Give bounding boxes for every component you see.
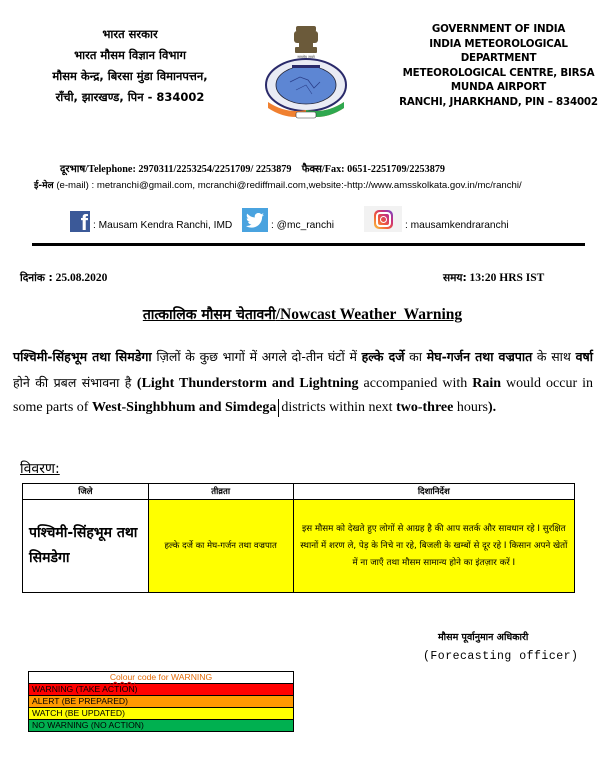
fax-number: 0651-2251709/2253879 (347, 164, 446, 175)
bulletin-text: ज़िलों के कुछ भागों में अगले दो-तीन घंटों में (151, 349, 362, 364)
header-hindi-line: मौसम केन्द्र, बिरसा मुंडा विमानपत्तन, (52, 69, 208, 83)
legend-item-warning: WARNING (TAKE ACTION) (29, 684, 293, 696)
bulletin-text-en: would occur in some parts of (13, 375, 593, 415)
email-website-text[interactable]: metranchi@gmail.com, mcranchi@rediffmail.com,website:-http://www.amsskolkata.gov.in/mc/ranchi/ (96, 180, 522, 191)
details-label: विवरण: (20, 461, 60, 477)
bulletin-paren: ( (136, 375, 142, 391)
bulletin-text-en: districts within next (281, 400, 397, 415)
legend-item-no-warning: NO WARNING (NO ACTION) (29, 720, 293, 731)
time-value: 13:20 HRS IST (469, 272, 545, 284)
bulletin-rain: वर्षा (575, 349, 593, 364)
cell-district: पश्चिमी-सिंहभूम तथा सिमडेगा (23, 500, 149, 593)
time-label: समय: (443, 272, 467, 284)
text-cursor (278, 399, 279, 417)
bulletin-district: पश्चिमी-सिंहभूम तथा सिमडेगा (13, 349, 152, 364)
header-hindi-line: राँची, झारखण्ड, पिन - 834002 (55, 90, 205, 104)
fax-label: फैक्स/Fax: (301, 164, 345, 175)
header-hindi-block (0, 24, 260, 108)
social-facebook[interactable] (70, 202, 232, 232)
contact-phone-fax (60, 161, 580, 175)
instagram-icon-box (364, 206, 402, 232)
header-hindi-line: भारत सरकार (102, 27, 158, 41)
legend-title-rest: code for WARNING (135, 672, 213, 682)
email-label-en: (e-mail) : (56, 180, 95, 191)
bulletin-text-en: hours (453, 400, 488, 415)
cell-intensity: हल्के दर्जे का मेघ-गर्जन तथा वज्रपात (148, 500, 293, 593)
legend-title (29, 672, 293, 684)
title-english: Nowcast Weather Warning (280, 306, 463, 323)
instagram-handle: : mausamkendraranchi (405, 220, 509, 231)
details-table (22, 483, 575, 593)
bulletin-rain-en: Rain (472, 375, 502, 391)
column-header-intensity: तीव्रता (148, 484, 293, 500)
instagram-icon (374, 210, 393, 229)
header-divider (32, 243, 585, 246)
title-separator: / (275, 306, 281, 323)
facebook-icon: f (70, 211, 90, 232)
cell-guidance: इस मौसम को देखते हुए लोगों से आग्रह है की आप सतर्क और सावधान रहे I सुरक्षित स्थानों में शरण ले, पेड़ के निचे ना रहे, बिजली के खम्बों से दूर रहे I किसान अपने खेतों में ना जाएँ तथा मौसम सामान्य होने का इंतज़ार करें I (293, 500, 574, 593)
social-instagram[interactable] (364, 202, 509, 232)
twitter-handle: : @mc_ranchi (271, 220, 334, 231)
issue-time (443, 271, 544, 285)
title-hindi: तात्कालिक मौसम चेतावनी (142, 307, 276, 323)
header-hindi-line: भारत मौसम विज्ञान विभाग (74, 48, 186, 62)
warning-color-legend (28, 671, 294, 732)
column-header-guidance: दिशानिर्देश (293, 484, 574, 500)
bulletin-duration-en: two-three (396, 400, 454, 415)
contact-email-website (34, 178, 594, 191)
bulletin-text: के साथ (532, 349, 576, 364)
warning-bulletin (13, 345, 593, 421)
ashoka-emblem-icon (294, 26, 318, 53)
social-twitter[interactable] (242, 202, 334, 232)
bulletin-text: का (404, 349, 427, 364)
bulletin-intensity: हल्के दर्जे (361, 349, 405, 364)
bulletin-text: होने की प्रबल संभावना है (13, 374, 137, 390)
signature-hindi: मौसम पूर्वानुमान अधिकारी (438, 632, 529, 643)
bulletin-text-en: accompanied with (358, 375, 473, 391)
imd-emblem-logo (256, 22, 356, 124)
legend-item-watch: WATCH (BE UPDATED) (29, 708, 293, 720)
table-header-row (23, 484, 575, 500)
bulletin-paren: ). (487, 400, 497, 415)
twitter-icon (242, 208, 268, 232)
page-title (0, 305, 605, 324)
header-english-line: GOVERNMENT OF INDIA (431, 23, 566, 35)
table-row (23, 500, 575, 593)
header-english-line: INDIA METEOROLOGICAL DEPARTMENT (429, 37, 568, 64)
header-english-block (392, 22, 605, 109)
header-english-line: RANCHI, JHARKHAND, PIN – 834002 (399, 95, 598, 108)
bulletin-phenomenon: मेघ-गर्जन तथा वज्रपात (426, 349, 533, 364)
bulletin-phenomenon-en: Light Thunderstorm and Lightning (141, 375, 359, 391)
phone-number: 2970311/2253254/2251709/ 2253879 (138, 164, 292, 175)
column-header-district: जिले (23, 484, 149, 500)
date-label: दिनांक : (20, 272, 53, 284)
date-value: 25.08.2020 (55, 272, 108, 284)
phone-label: दूरभाष/Telephone: (60, 164, 136, 175)
bulletin-district-en: West-Singhbhum and Simdega (91, 400, 277, 415)
facebook-handle: : Mausam Kendra Ranchi, IMD (93, 220, 233, 231)
legend-item-alert: ALERT (BE PREPARED) (29, 696, 293, 708)
signature-english: (Forecasting officer) (423, 650, 579, 663)
svg-text:सत्यमेव जयते: सत्यमेव जयते (297, 55, 315, 59)
issue-date (20, 271, 107, 285)
header-english-line: METEOROLOGICAL CENTRE, BIRSA MUNDA AIRPORT (402, 66, 595, 93)
email-label: ई-मेल (34, 181, 54, 191)
legend-title-word: Colour (109, 672, 136, 682)
